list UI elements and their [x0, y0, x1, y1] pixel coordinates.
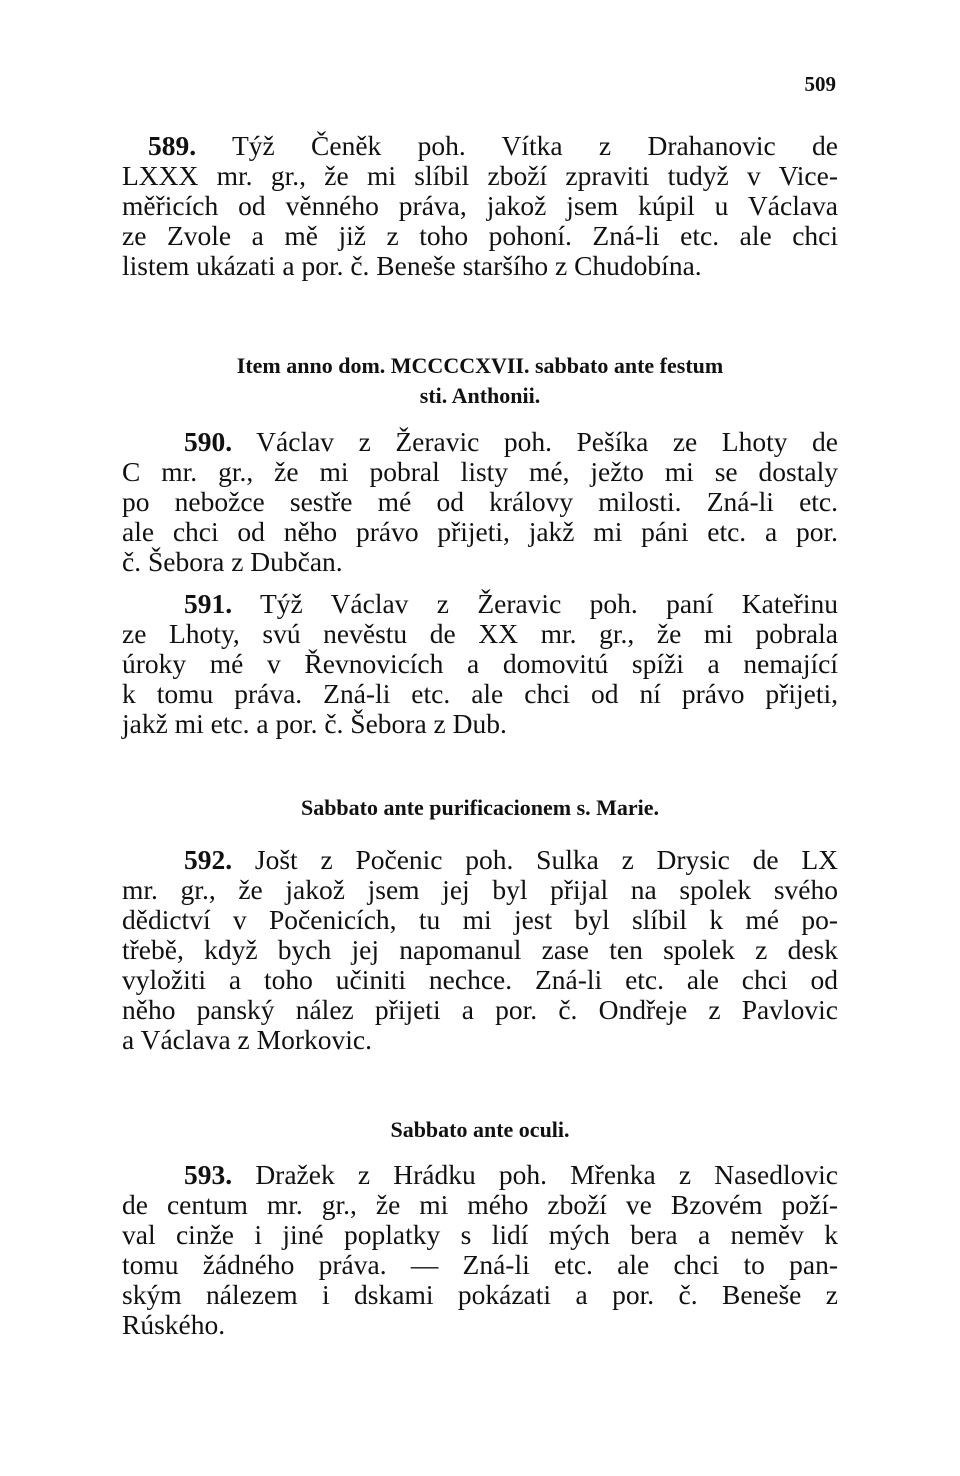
section-heading: sti. Anthonii.: [419, 383, 541, 408]
entry-number: 591.: [184, 588, 233, 619]
entry-line: [122, 427, 838, 457]
entry-line: ze Zvole a mě již z toho pohoní. Zná-li etc. ale chci: [122, 220, 838, 251]
entry-589: [122, 131, 838, 281]
entry-590: [122, 427, 838, 577]
entry-line: k tomu práva. Zná-li etc. ale chci od ní právo přijeti,: [122, 678, 838, 709]
entry-line: ze Lhoty, svú nevěstu de XX mr. gr., že mi pobrala: [122, 618, 838, 649]
entry-line: něho panský nález přijeti a por. č. Ondřeje z Pavlovic: [122, 994, 838, 1025]
entry-line: ale chci od něho právo přijeti, jakž mi páni etc. a por.: [122, 516, 838, 547]
entry-line: č. Šebora z Dubčan.: [122, 546, 343, 577]
entry-line: tomu žádného práva. — Zná-li etc. ale chci to pan-: [122, 1249, 838, 1280]
entry-593: [122, 1160, 838, 1340]
entry-number: 590.: [184, 426, 233, 457]
section-heading: Sabbato ante oculi.: [390, 1117, 570, 1142]
section-heading: Sabbato ante purificacionem s. Marie.: [300, 795, 660, 820]
entry-line: LXXX mr. gr., že mi slíbil zboží zpraviti tudyž v Vice-: [122, 160, 838, 191]
page-number: 509: [804, 72, 836, 96]
entry-line: po nebožce sestře mé od královy milosti. Zná-li etc.: [122, 486, 838, 517]
entry-line: de centum mr. gr., že mi mého zboží ve Bzovém poží-: [122, 1189, 838, 1220]
entry-text: Týž Čeněk poh. Vítka z Drahanovic de: [231, 130, 838, 161]
entry-line: měřicích od věnného práva, jakož jsem kúpil u Václava: [122, 190, 838, 221]
entry-line: a Václava z Morkovic.: [122, 1024, 372, 1055]
entry-line: [122, 589, 838, 619]
entry-line: listem ukázati a por. č. Beneše staršího z Chudobína.: [122, 250, 702, 281]
entry-line: úroky mé v Řevnovicích a domovitú spíži a nemající: [122, 648, 838, 679]
entry-line: C mr. gr., že mi pobral listy mé, ježto mi se dostaly: [122, 456, 838, 487]
entry-line: [122, 1160, 838, 1190]
entry-text: Václav z Žeravic poh. Pešíka ze Lhoty de: [256, 426, 838, 457]
entry-line: vyložiti a toho učiniti nechce. Zná-li etc. ale chci od: [122, 964, 838, 995]
entry-591: [122, 589, 838, 739]
entry-line: [122, 131, 838, 161]
entry-text: Jošt z Počenic poh. Sulka z Drysic de LX: [254, 844, 839, 875]
entry-line: jakž mi etc. a por. č. Šebora z Dub.: [122, 708, 507, 739]
entry-line: mr. gr., že jakož jsem jej byl přijal na spolek svého: [122, 874, 838, 905]
entry-line: dědictví v Počenicích, tu mi jest byl slíbil k mé po-: [122, 904, 838, 935]
section-heading: Item anno dom. MCCCCXVII. sabbato ante festum: [236, 353, 724, 378]
entry-line: [122, 845, 838, 875]
entry-line: Rúského.: [122, 1309, 226, 1340]
entry-592: [122, 845, 838, 1055]
entry-number: 589.: [148, 130, 197, 161]
entry-text: Týž Václav z Žeravic poh. paní Kateřinu: [259, 588, 838, 619]
entry-text: Dražek z Hrádku poh. Mřenka z Nasedlovic: [255, 1159, 838, 1190]
entry-number: 593.: [184, 1159, 233, 1190]
entry-line: ským nálezem i dskami pokázati a por. č. Beneše z: [122, 1279, 838, 1310]
entry-line: třebě, když bych jej napomanul zase ten spolek z desk: [122, 934, 838, 965]
entry-number: 592.: [184, 844, 233, 875]
entry-line: val cinže i jiné poplatky s lidí mých bera a neměv k: [122, 1219, 838, 1250]
